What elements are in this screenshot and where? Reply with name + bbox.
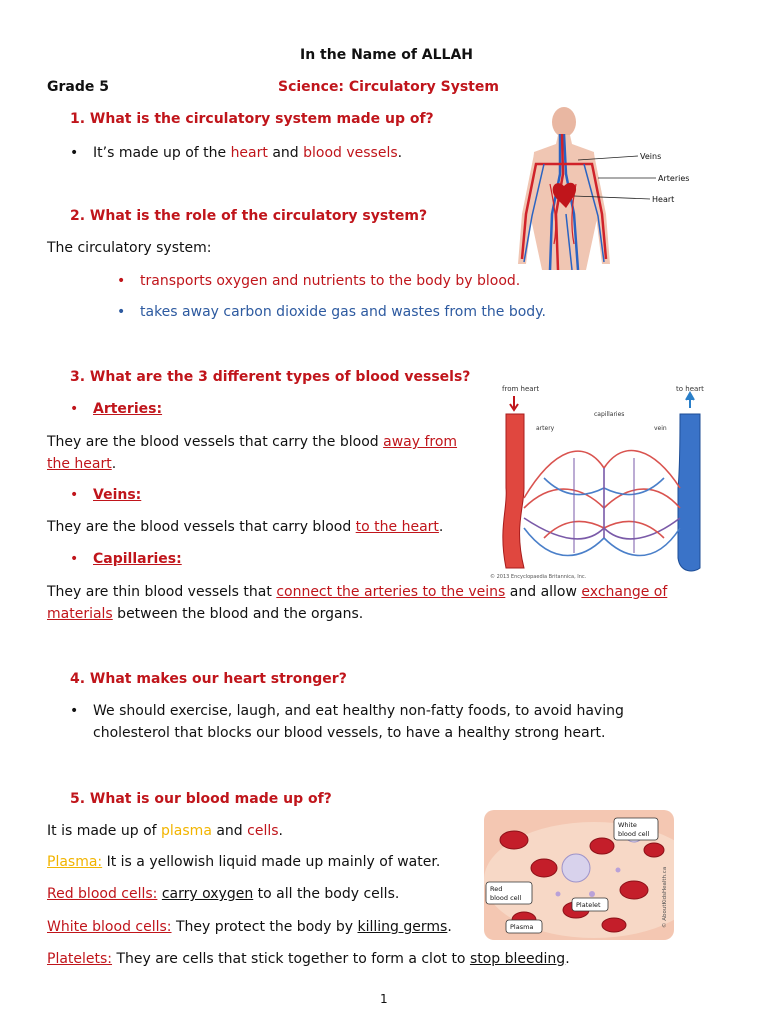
label-vein: vein [654, 425, 667, 432]
question-5: 5. What is our blood made up of? [70, 791, 332, 807]
q4-answer-line-1: We should exercise, laugh, and eat healthy non-fatty foods, to avoid having [93, 703, 624, 719]
vein-vessel [678, 414, 700, 571]
body-head [552, 107, 576, 137]
blood-vessels-figure [484, 378, 720, 582]
question-1: 1. What is the circulatory system made up of? [70, 111, 434, 127]
bullet-dot: • [70, 487, 79, 503]
label-platelet-box [572, 898, 608, 911]
capillaries-title: Capillaries: [93, 551, 182, 567]
credit-text: © AboutKidsHealth.ca [662, 866, 668, 928]
copyright-text: © 2013 Encyclopaedia Britannica, Inc. [490, 574, 587, 580]
document-title: In the Name of ALLAH [300, 47, 474, 63]
bullet-dot: • [117, 304, 126, 320]
veins-title: Veins: [93, 487, 142, 503]
blood-cells-figure [484, 810, 674, 940]
q2-intro: The circulatory system: [47, 240, 212, 256]
svg-text:Platelet: Platelet [576, 901, 601, 909]
white-blood-cells-definition: White blood cells: They protect the body by killing germs. [47, 919, 452, 935]
svg-text:Plasma: Plasma [510, 923, 534, 931]
red-blood-cells-definition: Red blood cells: carry oxygen to all the body cells. [47, 886, 400, 902]
bullet-dot: • [70, 703, 79, 719]
label-capillaries: capillaries [594, 411, 625, 418]
q4-answer-line-2: cholesterol that blocks our blood vessels, to have a healthy strong heart. [93, 725, 606, 741]
page-number: 1 [380, 992, 388, 1006]
plasma-definition: Plasma: It is a yellowish liquid made up mainly of water. [47, 854, 441, 870]
label-veins: Veins [640, 152, 662, 161]
label-artery: artery [536, 425, 555, 432]
q2-point-2: takes away carbon dioxide gas and wastes from the body. [140, 304, 546, 320]
bullet-dot: • [70, 145, 79, 161]
label-white-blood-cell-box [614, 818, 658, 840]
arteries-text-cont: the heart. [47, 456, 117, 472]
arteries-text: They are the blood vessels that carry the blood away from [47, 434, 458, 450]
platelets-definition: Platelets: They are cells that stick together to form a clot to stop bleeding. [47, 951, 570, 967]
bullet-dot: • [70, 401, 79, 417]
question-3: 3. What are the 3 different types of blood vessels? [70, 369, 471, 385]
svg-text:blood cell: blood cell [618, 830, 650, 838]
svg-text:blood cell: blood cell [490, 894, 522, 902]
bullet-dot: • [117, 273, 126, 289]
subject-title: Science: Circulatory System [278, 79, 499, 95]
white-blood-cell [562, 854, 590, 882]
label-red-blood-cell-box [486, 882, 532, 904]
label-plasma-box [506, 920, 542, 933]
label-from-heart: from heart [502, 385, 540, 393]
svg-text:Red: Red [490, 885, 503, 893]
question-2: 2. What is the role of the circulatory system? [70, 208, 428, 224]
label-to-heart: to heart [676, 385, 704, 393]
q2-point-1: transports oxygen and nutrients to the body by blood. [140, 273, 521, 289]
question-4: 4. What makes our heart stronger? [70, 671, 347, 687]
capillaries-text-cont: materials between the blood and the organs. [47, 606, 364, 622]
bullet-dot: • [70, 551, 79, 567]
q5-intro: It is made up of plasma and cells. [47, 823, 283, 839]
label-heart: Heart [652, 195, 675, 204]
q1-answer: It’s made up of the heart and blood vessels. [93, 145, 403, 161]
veins-text: They are the blood vessels that carry blood to the heart. [47, 519, 444, 535]
grade-label: Grade 5 [47, 79, 109, 95]
svg-text:White: White [618, 821, 637, 829]
capillaries-text: They are thin blood vessels that connect the arteries to the veins and allow exchange of [47, 584, 668, 600]
arteries-title: Arteries: [93, 401, 163, 417]
label-arteries: Arteries [658, 174, 690, 183]
circulatory-system-figure [514, 104, 714, 270]
